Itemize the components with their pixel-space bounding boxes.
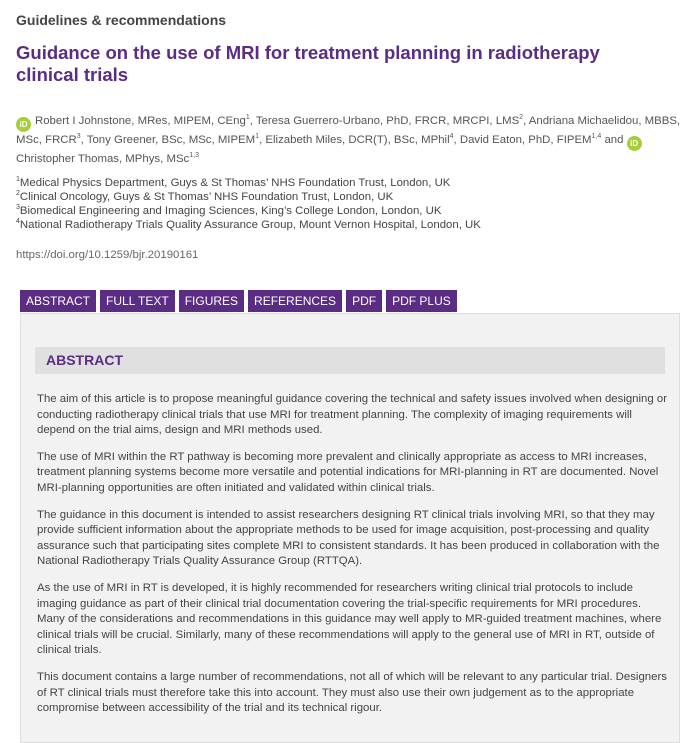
article-category: Guidelines & recommendations (16, 12, 227, 28)
affiliation-text: Clinical Oncology, Guys & St Thomas’ NHS Foundation Trust, London, UK (19, 191, 394, 203)
affiliation-item (16, 190, 676, 204)
tab-abstract[interactable]: ABSTRACT (20, 290, 96, 312)
affiliation-number: 4 (16, 218, 20, 226)
author-link[interactable]: Robert I Johnstone, MRes, MIPEM, CEng (35, 115, 246, 127)
affiliation-list (16, 176, 676, 232)
author-affil-sup: 1 (255, 133, 260, 141)
author-link[interactable]: Teresa Guerrero-Urbano, PhD, FRCR, MRCPI, LMS (255, 115, 520, 127)
author-affil-sup: 3 (76, 133, 81, 141)
author-affil-sup: 1,3 (189, 152, 199, 160)
author-link[interactable]: Andriana Michaelidou, MBBS, MSc, FRCR (16, 115, 681, 146)
author-link[interactable]: David Eaton, PhD, FIPEM (459, 134, 592, 146)
affiliation-item (16, 204, 676, 218)
abstract-paragraph: The aim of this article is to propose meaningful guidance covering the technical and safety issues involved when designing or conducting radiotherapy clinical trials that use MRI for treatment planning. The complexity of imaging requirements will depend on the trial aims, design and MRI methods used. (37, 393, 668, 437)
author-affil-sup: 2 (519, 114, 524, 122)
author-affil-sup: 1 (245, 114, 250, 122)
abstract-paragraph: The use of MRI within the RT pathway is becoming more prevalent and clinically appropriate as access to MRI increases, treatment planning systems become more versatile and potential indications for MRI-planning in RT are documented. Novel MRI-planning opportunities are often initiated and validated within clinical trials. (37, 450, 659, 494)
abstract-paragraph: As the use of MRI in RT is developed, it is highly recommended for researchers writing clinical trial protocols to include imaging guidance as part of their clinical trial documentation covering the trial-specific requirements for MRI procedures. Many of the considerations and recommendations in this guidance may well apply to MR-guided treatment machines, where clinical trials will be crucial. Similarly, many of these recommendations will apply to the general use of MRI in RT, outside of clinical trials. (37, 581, 662, 657)
abstract-heading: ABSTRACT (35, 347, 665, 374)
tab-pdf-plus[interactable]: PDF PLUS (386, 290, 457, 312)
affiliation-number: 3 (16, 204, 20, 212)
tab-pdf[interactable]: PDF (346, 290, 382, 312)
author-affil-sup: 4 (449, 133, 454, 141)
affiliation-number: 1 (16, 176, 20, 184)
author-conjunction: and (604, 134, 624, 146)
author-link[interactable]: Elizabeth Miles, DCR(T), BSc, MPhil (265, 134, 450, 146)
abstract-paragraph: The guidance in this document is intended to assist researchers designing RT clinical trials involving MRI, so that they may provide sufficient information about the appropriate methods to be used for image acquisition, post-processing and quality assurance such that participating sites complete MRI to consistent standards. It has been produced in collaboration with the National Radiotherapy Trials Quality Assurance Group (RTTQA). (37, 508, 660, 568)
affiliation-item (16, 176, 676, 190)
author-link[interactable]: Christopher Thomas, MPhys, MSc (16, 153, 190, 165)
affiliation-text: Medical Physics Department, Guys & St Thomas’ NHS Foundation Trust, London, UK (19, 177, 451, 189)
tab-figures[interactable]: FIGURES (179, 290, 244, 312)
affiliation-item (16, 218, 676, 232)
affiliation-number: 2 (16, 190, 20, 198)
affiliation-text: National Radiotherapy Trials Quality Assurance Group, Mount Vernon Hospital, London, UK (19, 219, 481, 231)
author-link[interactable]: Tony Greener, BSc, MSc, MIPEM (86, 134, 256, 146)
article-tabs (20, 290, 457, 312)
orcid-icon[interactable]: iD (16, 117, 31, 132)
abstract-paragraph: This document contains a large number of recommendations, not all of which will be relevant to any particular trial. Designers of RT clinical trials must therefore take this into account. They must also use their own judgement as to the appropriate compromise between accessibility of the trial and its technical rigour. (37, 670, 667, 715)
orcid-icon[interactable]: iD (627, 136, 642, 151)
tab-references[interactable]: REFERENCES (248, 290, 342, 312)
affiliation-text: Biomedical Engineering and Imaging Sciences, King’s College London, London, UK (19, 205, 442, 217)
author-list: iD Robert I Johnstone, MRes, MIPEM, CEng$^1$, Teresa Guerrero-Urbano, PhD, FRCR, MRCPI, LMS$^2$, Andriana Michaelidou, MBBS, MSc, FRCR$^3$, Tony Greener, BSc, MSc, MIPEM$^1$, Elizabeth Miles, DCR(T), BSc, MPhil$^4$, David Eaton, PhD, FIPEM$^{1,4}$ and iDChristopher Thomas, MPhys, MSc$^{1,3}$ (16, 114, 681, 165)
abstract-body (37, 392, 667, 728)
abstract-panel (20, 313, 680, 743)
author-affil-sup: 1,4 (591, 133, 602, 141)
tab-full-text[interactable]: FULL TEXT (100, 290, 175, 312)
doi-link[interactable]: https://doi.org/10.1259/bjr.20190161 (16, 249, 199, 261)
article-title: Guidance on the use of MRI for treatment planning in radiotherapy clinical trials (16, 42, 600, 85)
